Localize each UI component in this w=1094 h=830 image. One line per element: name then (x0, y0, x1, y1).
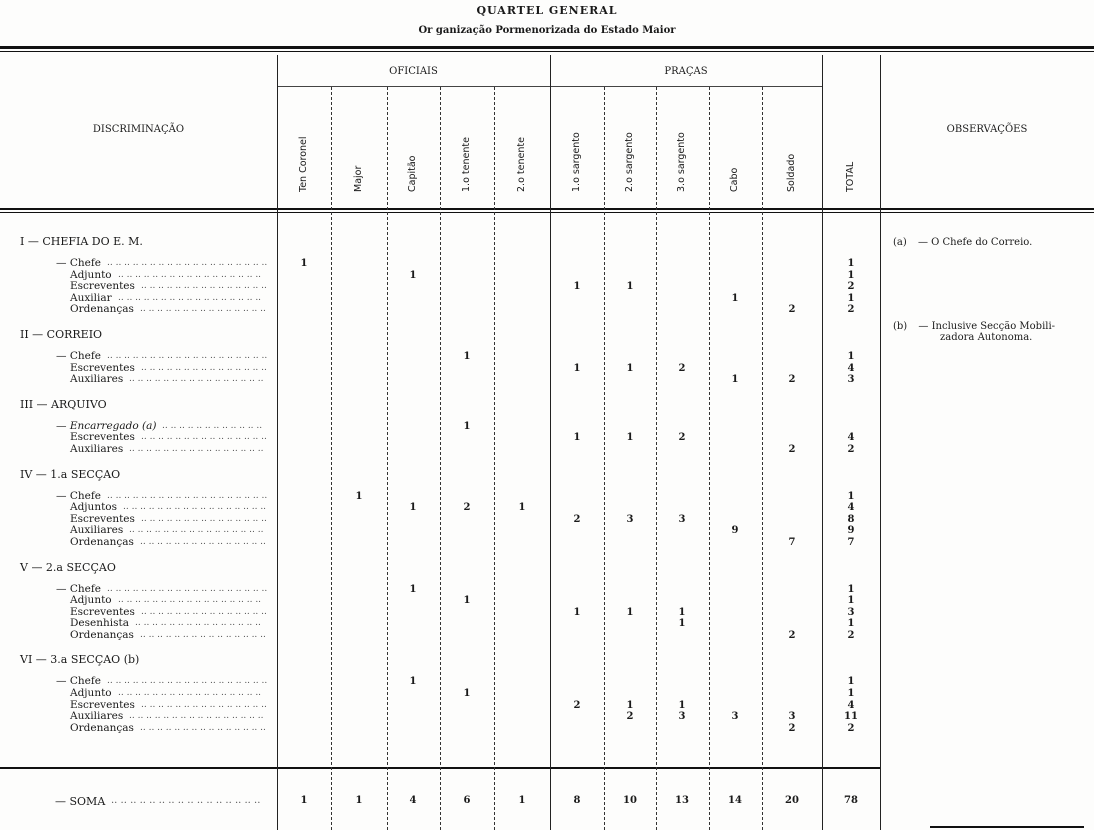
cell-value: 1 (847, 292, 855, 304)
cell-value: 2 (788, 374, 796, 386)
cell-value: 2 (573, 699, 581, 711)
leader-dots: .. .. .. .. .. .. .. .. .. .. .. .. .. .. .. (141, 699, 267, 710)
cell-value: 9 (731, 525, 739, 537)
cell-value: 1 (847, 676, 855, 688)
cell-value: 1 (300, 258, 308, 269)
row-label: Auxiliares (70, 524, 124, 537)
leader-dots: .. .. .. .. .. .. .. .. .. .. .. .. .. .. .. (141, 281, 267, 292)
cell-value: 1 (409, 583, 417, 595)
row-label: — Chefe (56, 489, 101, 502)
cell-value: 3 (626, 513, 634, 525)
section-header (0, 329, 880, 351)
table-row (0, 700, 880, 712)
row-label: — Encarregado (a) (56, 419, 157, 432)
soma-value: 1 (300, 795, 308, 806)
header-oficiais: OFICIAIS (389, 66, 438, 77)
row-label: Adjunto (70, 594, 112, 607)
row-label: — Chefe (56, 582, 101, 595)
leader-dots: .. .. .. .. .. .. .. .. .. .. .. .. .. .. .. (135, 618, 261, 629)
table-row (0, 432, 880, 444)
row-label: Auxiliar (70, 291, 112, 304)
observation-b (893, 321, 1055, 343)
cell-value: 3 (788, 711, 796, 723)
row-label: Escreventes (70, 698, 135, 711)
column-header: TOTAL (845, 161, 856, 192)
row-label: Adjuntos (70, 501, 118, 514)
section-header (0, 654, 880, 676)
soma-label: — SOMA (55, 795, 106, 808)
leader-dots: .. .. .. .. .. .. .. .. .. .. .. .. .. .. .. .. .. .. .. (107, 490, 268, 501)
soma-value: 10 (623, 795, 637, 806)
document-title: QUARTEL GENERAL (476, 4, 618, 17)
cell-value: 1 (678, 618, 686, 630)
cell-value: 2 (847, 304, 855, 316)
cell-value: 1 (731, 292, 739, 304)
leader-dots: .. .. .. .. .. .. .. .. .. .. .. .. .. .. .. (141, 432, 267, 443)
row-label: Adjunto (70, 268, 112, 281)
cell-value: 2 (678, 362, 686, 374)
table-row (0, 304, 880, 316)
cell-value: 1 (573, 362, 581, 374)
leader-dots: .. .. .. .. .. .. .. .. .. .. .. .. (162, 420, 263, 431)
table-row (0, 351, 880, 363)
cell-value: 1 (847, 269, 855, 281)
cell-value: 2 (463, 502, 471, 514)
cell-value: 1 (626, 606, 634, 618)
leader-dots: .. .. .. .. .. .. .. .. .. .. .. .. .. .. .. (140, 629, 266, 640)
section-header (0, 469, 880, 491)
soma-row (0, 795, 880, 809)
row-label: Desenhista (70, 617, 129, 630)
cell-value: 8 (847, 513, 855, 525)
cell-value: 3 (678, 711, 686, 723)
cell-value: 4 (847, 362, 855, 374)
cell-value: 7 (788, 536, 796, 548)
table-row (0, 258, 880, 270)
section-spacer (0, 734, 880, 747)
table-row (0, 514, 880, 526)
leader-dots: .. .. .. .. .. .. .. .. .. .. .. .. .. .. .. .. (129, 711, 264, 722)
table-row (0, 363, 880, 375)
cell-value: 2 (788, 722, 796, 734)
table-row (0, 374, 880, 386)
row-label: — Chefe (56, 257, 101, 269)
section-spacer (0, 386, 880, 399)
cell-value: 3 (847, 606, 855, 618)
observation-a (893, 237, 1032, 248)
section-header (0, 399, 880, 421)
leader-dots: .. .. .. .. .. .. .. .. .. .. .. .. .. .. .. (141, 362, 267, 373)
section-spacer (0, 456, 880, 469)
table-row (0, 676, 880, 688)
soma-value: 14 (728, 795, 742, 806)
section-spacer (0, 549, 880, 562)
soma-value: 20 (785, 795, 799, 806)
leader-dots: .. .. .. .. .. .. .. .. .. .. .. .. .. .. .. .. .. .. .. (107, 583, 268, 594)
cell-value: 1 (847, 258, 855, 269)
row-label: Auxiliares (70, 373, 124, 386)
column-divider (880, 55, 881, 830)
row-label: Ordenanças (70, 628, 134, 641)
row-label: Adjunto (70, 687, 112, 700)
document-subtitle: Or ganização Pormenorizada do Estado Maior (418, 25, 676, 36)
soma-value: 6 (463, 795, 471, 806)
cell-value: 3 (678, 513, 686, 525)
row-label: Escreventes (70, 431, 135, 444)
cell-value: 2 (573, 513, 581, 525)
cell-value: 1 (626, 432, 634, 444)
leader-dots: .. .. .. .. .. .. .. .. .. .. .. .. .. .. .. (140, 722, 266, 733)
row-label: Ordenanças (70, 303, 134, 316)
column-header: Ten Coronel (298, 136, 309, 192)
cell-value: 1 (678, 606, 686, 618)
cell-value: 4 (847, 699, 855, 711)
row-label: — Chefe (56, 349, 101, 362)
row-label: Ordenanças (70, 535, 134, 548)
leader-dots: .. .. .. .. .. .. .. .. .. .. .. .. .. .. .. .. (129, 374, 264, 385)
row-label: Auxiliares (70, 442, 124, 455)
cell-value: 1 (463, 688, 471, 700)
cell-value: 2 (678, 432, 686, 444)
cell-value: 1 (409, 269, 417, 281)
row-label: Ordenanças (70, 721, 134, 734)
table-row (0, 444, 880, 456)
column-header: Cabo (729, 167, 740, 192)
cell-value: 1 (678, 699, 686, 711)
soma-value: 78 (844, 795, 858, 806)
row-label: Escreventes (70, 605, 135, 618)
cell-value: 1 (355, 490, 363, 502)
column-header: Major (353, 165, 364, 192)
cell-value: 1 (626, 362, 634, 374)
column-header: 2.o sargento (624, 132, 635, 192)
section-title: V — 2.a SECÇAO (20, 560, 116, 574)
observation-text-continued: zadora Autonoma. (940, 332, 1033, 343)
cell-value: 1 (847, 350, 855, 362)
leader-dots: .. .. .. .. .. .. .. .. .. .. .. .. .. .. .. .. .. .. .. (107, 350, 268, 361)
cell-value: 11 (844, 711, 858, 723)
soma-value: 8 (573, 795, 581, 806)
leader-dots: .. .. .. .. .. .. .. .. .. .. .. .. .. .. .. (140, 536, 266, 547)
cell-value: 1 (731, 374, 739, 386)
table-row (0, 281, 880, 293)
cell-value: 3 (847, 374, 855, 386)
cell-value: 2 (788, 629, 796, 641)
cell-value: 4 (847, 502, 855, 514)
table-row (0, 491, 880, 503)
soma-value: 1 (355, 795, 363, 806)
observation-mark: (a) (893, 237, 907, 248)
cell-value: 2 (847, 722, 855, 734)
cell-value: 2 (788, 304, 796, 316)
table-row (0, 537, 880, 549)
top-rule-thin (0, 51, 1094, 52)
leader-dots: .. .. .. .. .. .. .. .. .. .. .. .. .. .. .. (140, 304, 266, 315)
cell-value: 1 (573, 606, 581, 618)
table-row (0, 723, 880, 735)
cell-value: 4 (847, 432, 855, 444)
cell-value: 1 (409, 676, 417, 688)
section-header (0, 562, 880, 584)
cell-value: 2 (626, 711, 634, 723)
header-pracas: PRAÇAS (664, 66, 708, 77)
leader-dots: .. .. .. .. .. .. .. .. .. .. .. .. .. .. .. .. .. (123, 502, 267, 513)
row-label: Escreventes (70, 280, 135, 293)
leader-dots: .. .. .. .. .. .. .. .. .. .. .. .. .. .. .. .. (129, 443, 264, 454)
soma-value: 13 (675, 795, 689, 806)
table-row (0, 584, 880, 596)
section-header (0, 236, 880, 258)
table-row (0, 688, 880, 700)
cell-value: 1 (847, 490, 855, 502)
soma-value: 1 (518, 795, 526, 806)
cell-value: 1 (463, 350, 471, 362)
cell-value: 1 (847, 583, 855, 595)
table-row (0, 630, 880, 642)
table-body (0, 236, 880, 747)
column-header: 3.o sargento (676, 132, 687, 192)
header-rule (0, 208, 1094, 210)
header-discriminacao: DISCRIMINAÇÃO (92, 124, 185, 135)
observation-text: — Inclusive Secção Mobili- (918, 321, 1056, 332)
column-header: Capitão (407, 155, 418, 192)
table-row (0, 502, 880, 514)
cell-value: 1 (409, 502, 417, 514)
cell-value: 2 (847, 443, 855, 455)
soma-value: 4 (409, 795, 417, 806)
cell-value: 1 (518, 502, 526, 514)
cell-value: 7 (847, 536, 855, 548)
header-rule-thin (0, 212, 1094, 213)
section-title: VI — 3.a SECÇAO (b) (20, 653, 140, 667)
cell-value: 2 (847, 629, 855, 641)
leader-dots: .. .. .. .. .. .. .. .. .. .. .. .. .. .. .. (141, 513, 267, 524)
top-rule (0, 46, 1094, 49)
cell-value: 1 (626, 699, 634, 711)
column-header: 1.o tenente (461, 137, 472, 192)
leader-dots: .. .. .. .. .. .. .. .. .. .. .. .. .. .. .. .. .. .. .. (107, 258, 268, 268)
column-header: 1.o sargento (571, 132, 582, 192)
table-row (0, 595, 880, 607)
row-label: — Chefe (56, 675, 101, 688)
leader-dots: .. .. .. .. .. .. .. .. .. .. .. .. .. .. .. .. .. .. .. (107, 676, 268, 687)
cell-value: 1 (847, 688, 855, 700)
soma-dots: .. .. .. .. .. .. .. .. .. .. .. .. .. .. .. .. (111, 795, 261, 806)
cell-value: 1 (463, 420, 471, 432)
observation-text: — O Chefe do Correio. (917, 237, 1033, 248)
column-header: Soldado (786, 153, 797, 192)
section-title: III — ARQUIVO (20, 397, 107, 411)
cell-value: 1 (847, 595, 855, 607)
row-label: Escreventes (70, 512, 135, 525)
row-label: Auxiliares (70, 710, 124, 723)
cell-value: 1 (626, 281, 634, 293)
leader-dots: .. .. .. .. .. .. .. .. .. .. .. .. .. .. .. (141, 606, 267, 617)
cell-value: 1 (847, 618, 855, 630)
row-label: Escreventes (70, 361, 135, 374)
cell-value: 2 (788, 443, 796, 455)
leader-dots: .. .. .. .. .. .. .. .. .. .. .. .. .. .. .. .. .. (118, 688, 262, 699)
cell-value: 1 (463, 595, 471, 607)
leader-dots: .. .. .. .. .. .. .. .. .. .. .. .. .. .. .. .. (129, 525, 264, 536)
section-title: I — CHEFIA DO E. M. (20, 235, 143, 248)
section-spacer (0, 316, 880, 329)
section-title: IV — 1.a SECÇAO (20, 467, 121, 481)
observation-mark: (b) (893, 321, 908, 332)
cell-value: 3 (731, 711, 739, 723)
column-header: 2.o tenente (516, 137, 527, 192)
table-row (0, 607, 880, 619)
leader-dots: .. .. .. .. .. .. .. .. .. .. .. .. .. .. .. .. .. (118, 269, 262, 280)
leader-dots: .. .. .. .. .. .. .. .. .. .. .. .. .. .. .. .. .. (118, 292, 262, 303)
leader-dots: .. .. .. .. .. .. .. .. .. .. .. .. .. .. .. .. .. (118, 595, 262, 606)
bottom-rule (930, 826, 1084, 828)
cell-value: 2 (847, 281, 855, 293)
cell-value: 1 (573, 432, 581, 444)
section-title: II — CORREIO (20, 327, 103, 341)
cell-value: 9 (847, 525, 855, 537)
header-observacoes: OBSERVAÇÕES (946, 124, 1028, 135)
cell-value: 1 (573, 281, 581, 293)
